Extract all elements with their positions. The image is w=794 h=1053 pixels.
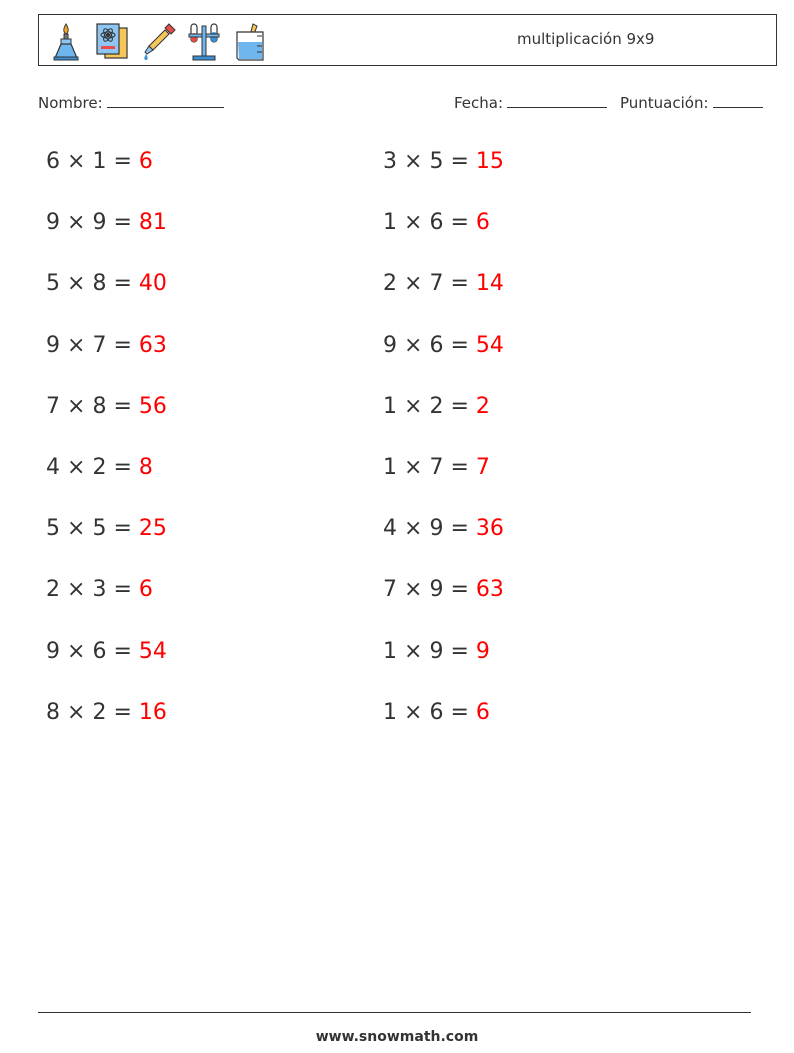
answer: 36 <box>475 516 504 542</box>
factor-a: 8 <box>46 699 60 725</box>
factor-a: 1 <box>383 638 397 664</box>
factor-b: 2 <box>92 699 107 725</box>
equals-sign: = <box>450 271 469 297</box>
equals-sign: = <box>113 393 132 419</box>
times-sign: × <box>67 393 86 419</box>
date-label: Fecha: <box>454 94 504 112</box>
problem-right-2 <box>383 209 490 237</box>
worksheet-title: multiplicación 9x9 <box>517 30 655 48</box>
factor-a: 6 <box>46 149 60 174</box>
factor-b: 6 <box>429 332 444 358</box>
factor-a: 9 <box>46 332 60 358</box>
answer: 7 <box>475 455 490 480</box>
factor-a: 9 <box>46 638 60 664</box>
score-field <box>620 93 763 112</box>
equals-sign: = <box>113 332 132 358</box>
problem-right-1 <box>383 148 504 176</box>
answer: 56 <box>138 393 167 419</box>
equals-sign: = <box>113 699 132 725</box>
times-sign: × <box>404 577 423 603</box>
problem-left-1 <box>46 148 153 176</box>
answer: 8 <box>138 455 153 480</box>
times-sign: × <box>67 516 86 542</box>
problem-left-7 <box>46 515 167 543</box>
answer: 63 <box>138 332 167 358</box>
alcohol-burner-icon <box>47 20 85 62</box>
equals-sign: = <box>450 638 469 664</box>
factor-a: 9 <box>383 332 397 358</box>
problem-right-4 <box>383 332 504 360</box>
problem-left-10 <box>46 699 167 727</box>
times-sign: × <box>67 577 86 603</box>
factor-a: 7 <box>46 393 60 419</box>
answer: 6 <box>475 699 490 725</box>
problem-left-6 <box>46 454 153 482</box>
times-sign: × <box>404 516 423 542</box>
score-label: Puntuación: <box>620 94 709 112</box>
factor-a: 4 <box>383 516 397 542</box>
footer-url: www.snowmath.com <box>315 1029 479 1045</box>
answer: 40 <box>138 271 167 297</box>
beaker-icon <box>231 20 269 62</box>
factor-a: 5 <box>46 516 60 542</box>
equals-sign: = <box>450 699 469 725</box>
times-sign: × <box>67 638 86 664</box>
equals-sign: = <box>450 577 469 603</box>
footer-divider <box>38 1012 751 1013</box>
equals-sign: = <box>113 271 132 297</box>
problem-right-10 <box>383 699 490 727</box>
times-sign: × <box>404 149 423 174</box>
answer: 6 <box>138 577 153 603</box>
dropper-icon <box>139 20 177 62</box>
equals-sign: = <box>450 393 469 419</box>
factor-b: 9 <box>429 577 444 603</box>
factor-b: 2 <box>92 455 107 480</box>
answer: 81 <box>138 210 167 236</box>
problem-left-3 <box>46 270 167 298</box>
times-sign: × <box>67 149 86 174</box>
header-icons <box>47 19 269 63</box>
equals-sign: = <box>450 455 469 480</box>
times-sign: × <box>404 210 423 236</box>
equals-sign: = <box>113 516 132 542</box>
times-sign: × <box>67 455 86 480</box>
factor-b: 6 <box>92 638 107 664</box>
answer: 6 <box>138 149 153 174</box>
factor-b: 2 <box>429 393 444 419</box>
answer: 54 <box>138 638 167 664</box>
factor-b: 6 <box>429 210 444 236</box>
name-field <box>38 93 224 112</box>
factor-b: 5 <box>429 149 444 174</box>
factor-b: 8 <box>92 271 107 297</box>
date-blank[interactable] <box>507 93 607 108</box>
factor-b: 7 <box>92 332 107 358</box>
factor-b: 7 <box>429 271 444 297</box>
factor-a: 1 <box>383 393 397 419</box>
answer: 54 <box>475 332 504 358</box>
problem-right-7 <box>383 515 504 543</box>
problem-right-5 <box>383 393 490 421</box>
equals-sign: = <box>450 149 469 174</box>
equals-sign: = <box>113 577 132 603</box>
score-blank[interactable] <box>713 93 763 108</box>
equals-sign: = <box>450 210 469 236</box>
factor-b: 9 <box>429 638 444 664</box>
factor-a: 1 <box>383 455 397 480</box>
times-sign: × <box>404 638 423 664</box>
times-sign: × <box>404 455 423 480</box>
factor-a: 3 <box>383 149 397 174</box>
answer: 14 <box>475 271 504 297</box>
factor-a: 2 <box>46 577 60 603</box>
factor-b: 8 <box>92 393 107 419</box>
equals-sign: = <box>113 455 132 480</box>
name-label: Nombre: <box>38 94 103 112</box>
problem-left-8 <box>46 576 153 604</box>
equals-sign: = <box>113 638 132 664</box>
factor-a: 5 <box>46 271 60 297</box>
problem-right-9 <box>383 638 490 666</box>
factor-a: 7 <box>383 577 397 603</box>
times-sign: × <box>67 332 86 358</box>
equals-sign: = <box>450 332 469 358</box>
factor-b: 5 <box>92 516 107 542</box>
factor-b: 9 <box>92 210 107 236</box>
times-sign: × <box>67 271 86 297</box>
factor-a: 2 <box>383 271 397 297</box>
factor-a: 4 <box>46 455 60 480</box>
times-sign: × <box>404 271 423 297</box>
factor-b: 6 <box>429 699 444 725</box>
equals-sign: = <box>450 516 469 542</box>
factor-b: 3 <box>92 577 107 603</box>
answer: 2 <box>475 393 490 419</box>
answer: 6 <box>475 210 490 236</box>
name-blank[interactable] <box>107 93 224 108</box>
problem-right-3 <box>383 270 504 298</box>
equals-sign: = <box>113 210 132 236</box>
problem-left-5 <box>46 393 167 421</box>
times-sign: × <box>404 699 423 725</box>
test-tube-rack-icon <box>185 20 223 62</box>
factor-b: 1 <box>92 149 107 174</box>
problem-right-8 <box>383 576 504 604</box>
problem-left-9 <box>46 638 167 666</box>
answer: 9 <box>475 638 490 664</box>
answer: 63 <box>475 577 504 603</box>
factor-a: 1 <box>383 210 397 236</box>
times-sign: × <box>404 393 423 419</box>
factor-a: 1 <box>383 699 397 725</box>
factor-a: 9 <box>46 210 60 236</box>
problem-left-2 <box>46 209 167 237</box>
date-field <box>454 93 607 112</box>
equals-sign: = <box>113 149 132 174</box>
times-sign: × <box>67 210 86 236</box>
worksheet-header <box>38 14 777 66</box>
problem-left-4 <box>46 332 167 360</box>
answer: 15 <box>475 149 504 174</box>
science-book-icon <box>93 20 131 62</box>
times-sign: × <box>404 332 423 358</box>
problem-right-6 <box>383 454 490 482</box>
factor-b: 9 <box>429 516 444 542</box>
answer: 16 <box>138 699 167 725</box>
times-sign: × <box>67 699 86 725</box>
factor-b: 7 <box>429 455 444 480</box>
answer: 25 <box>138 516 167 542</box>
